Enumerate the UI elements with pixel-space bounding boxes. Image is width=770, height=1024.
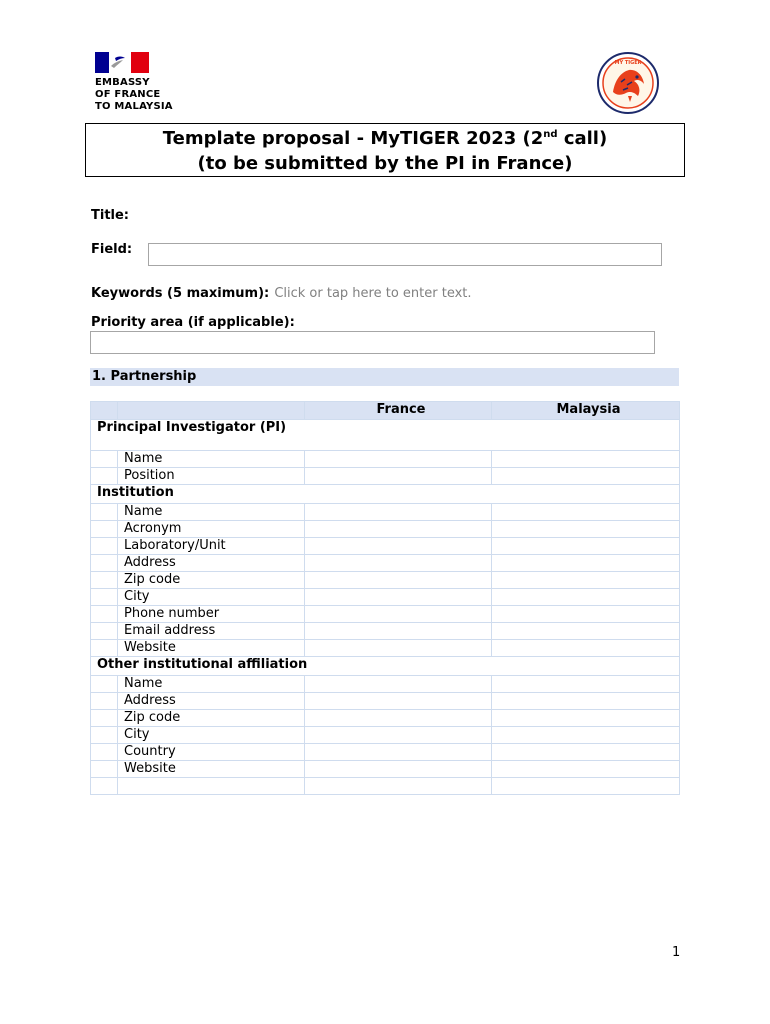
group-title: Other institutional affiliation xyxy=(91,657,680,676)
row-label: Zip code xyxy=(118,572,305,589)
priority-label: Priority area (if applicable): xyxy=(91,315,295,330)
indent-cell xyxy=(91,623,118,640)
keywords-label: Keywords (5 maximum): xyxy=(91,286,270,301)
table-row xyxy=(91,744,680,761)
malaysia-cell[interactable] xyxy=(492,710,680,727)
france-cell[interactable] xyxy=(305,778,492,795)
row-label: Website xyxy=(118,640,305,657)
indent-cell xyxy=(91,538,118,555)
indent-cell xyxy=(91,693,118,710)
france-cell[interactable] xyxy=(305,710,492,727)
row-label: Name xyxy=(118,504,305,521)
france-cell[interactable] xyxy=(305,727,492,744)
title-box xyxy=(85,123,685,177)
row-label: Acronym xyxy=(118,521,305,538)
column-header-france: France xyxy=(305,402,492,420)
table-row xyxy=(91,693,680,710)
malaysia-cell[interactable] xyxy=(492,555,680,572)
table-row xyxy=(91,555,680,572)
row-label: Address xyxy=(118,693,305,710)
indent-cell xyxy=(91,468,118,485)
indent-cell xyxy=(91,778,118,795)
row-label: Laboratory/Unit xyxy=(118,538,305,555)
france-cell[interactable] xyxy=(305,572,492,589)
france-cell[interactable] xyxy=(305,555,492,572)
malaysia-cell[interactable] xyxy=(492,693,680,710)
france-cell[interactable] xyxy=(305,606,492,623)
france-cell[interactable] xyxy=(305,676,492,693)
keywords-input[interactable]: Click or tap here to enter text. xyxy=(274,286,472,301)
field-label: Field: xyxy=(91,242,133,257)
france-cell[interactable] xyxy=(305,451,492,468)
table-row xyxy=(91,468,680,485)
embassy-line-3: TO MALAYSIA xyxy=(95,101,173,112)
malaysia-cell[interactable] xyxy=(492,468,680,485)
malaysia-cell[interactable] xyxy=(492,640,680,657)
embassy-logo xyxy=(95,52,215,113)
indent-cell xyxy=(91,589,118,606)
indent-cell xyxy=(91,710,118,727)
france-cell[interactable] xyxy=(305,521,492,538)
row-label: Email address xyxy=(118,623,305,640)
indent-cell xyxy=(91,521,118,538)
malaysia-cell[interactable] xyxy=(492,504,680,521)
france-cell[interactable] xyxy=(305,468,492,485)
table-row xyxy=(91,504,680,521)
group-row xyxy=(91,485,680,504)
france-cell[interactable] xyxy=(305,538,492,555)
table-row xyxy=(91,710,680,727)
row-label: Name xyxy=(118,451,305,468)
page-number: 1 xyxy=(672,945,681,960)
indent-cell xyxy=(91,676,118,693)
table-row xyxy=(91,778,680,795)
row-label: Name xyxy=(118,676,305,693)
table-row xyxy=(91,640,680,657)
group-row xyxy=(91,657,680,676)
table-row xyxy=(91,606,680,623)
malaysia-cell[interactable] xyxy=(492,778,680,795)
france-cell[interactable] xyxy=(305,589,492,606)
row-label: Zip code xyxy=(118,710,305,727)
logo-text: MY TIGER xyxy=(614,60,642,66)
row-label: Address xyxy=(118,555,305,572)
section-heading-partnership: 1. Partnership xyxy=(90,368,679,386)
indent-cell xyxy=(91,572,118,589)
table-header-row xyxy=(91,402,680,420)
table-row xyxy=(91,761,680,778)
priority-input[interactable] xyxy=(90,331,655,354)
indent-cell xyxy=(91,555,118,572)
france-cell[interactable] xyxy=(305,744,492,761)
france-cell[interactable] xyxy=(305,761,492,778)
malaysia-cell[interactable] xyxy=(492,451,680,468)
malaysia-cell[interactable] xyxy=(492,606,680,623)
indent-cell xyxy=(91,727,118,744)
row-label: Position xyxy=(118,468,305,485)
title-line-1: Template proposal - MyTIGER 2023 (2nd call) xyxy=(162,128,608,149)
group-title: Principal Investigator (PI) xyxy=(91,420,680,451)
france-cell[interactable] xyxy=(305,623,492,640)
group-title: Institution xyxy=(91,485,680,504)
column-header-malaysia: Malaysia xyxy=(492,402,680,420)
table-row xyxy=(91,538,680,555)
indent-cell xyxy=(91,640,118,657)
mytiger-tiger-logo-icon xyxy=(597,52,659,114)
indent-cell xyxy=(91,606,118,623)
malaysia-cell[interactable] xyxy=(492,589,680,606)
indent-cell xyxy=(91,761,118,778)
malaysia-cell[interactable] xyxy=(492,727,680,744)
embassy-line-2: OF FRANCE xyxy=(95,89,161,100)
embassy-line-1: EMBASSY xyxy=(95,77,150,88)
row-label: City xyxy=(118,727,305,744)
partnership-table xyxy=(90,401,680,795)
france-cell[interactable] xyxy=(305,640,492,657)
indent-cell xyxy=(91,744,118,761)
table-row xyxy=(91,676,680,693)
row-label: Country xyxy=(118,744,305,761)
row-label xyxy=(118,778,305,795)
malaysia-cell[interactable] xyxy=(492,676,680,693)
table-row xyxy=(91,451,680,468)
table-row xyxy=(91,572,680,589)
table-row xyxy=(91,623,680,640)
table-row xyxy=(91,727,680,744)
table-row xyxy=(91,521,680,538)
malaysia-cell[interactable] xyxy=(492,761,680,778)
title-label: Title: xyxy=(91,208,130,223)
malaysia-cell[interactable] xyxy=(492,623,680,640)
keywords-row xyxy=(91,282,472,301)
france-cell[interactable] xyxy=(305,693,492,710)
marianne-flag-icon xyxy=(95,52,149,73)
indent-cell xyxy=(91,504,118,521)
malaysia-cell[interactable] xyxy=(492,521,680,538)
malaysia-cell[interactable] xyxy=(492,538,680,555)
france-cell[interactable] xyxy=(305,504,492,521)
malaysia-cell[interactable] xyxy=(492,572,680,589)
group-row xyxy=(91,420,680,451)
field-input[interactable] xyxy=(148,243,662,266)
row-label: Phone number xyxy=(118,606,305,623)
row-label: City xyxy=(118,589,305,606)
indent-cell xyxy=(91,451,118,468)
column-header xyxy=(118,402,305,420)
title-line-2: (to be submitted by the PI in France) xyxy=(197,153,573,174)
malaysia-cell[interactable] xyxy=(492,744,680,761)
table-row xyxy=(91,589,680,606)
column-header xyxy=(91,402,118,420)
row-label: Website xyxy=(118,761,305,778)
